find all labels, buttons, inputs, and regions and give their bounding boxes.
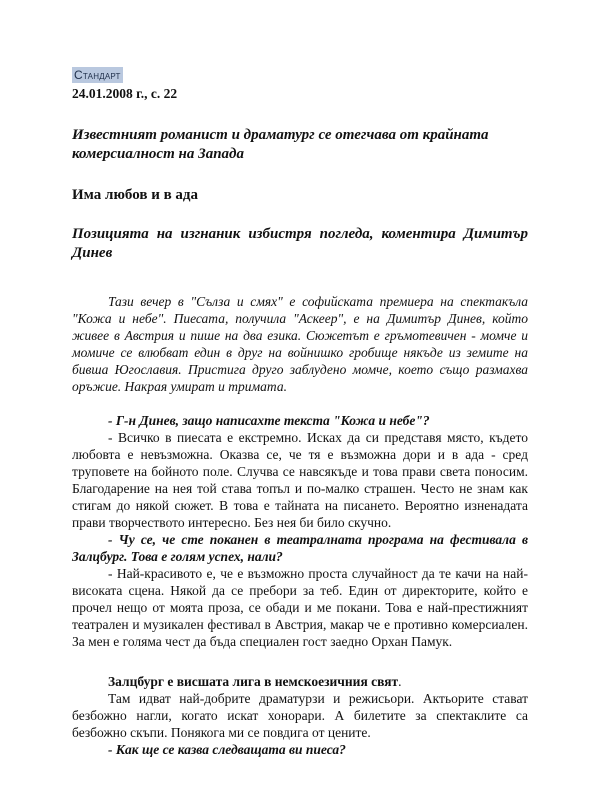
publication-date: 24.01.2008 г., с. 22 [72,86,178,101]
section-heading-paragraph [72,673,528,690]
section-heading: Залцбург е висшата лига в немскоезичния свят [108,674,399,689]
intro-paragraph: Тази вечер в "Сълза и смях" е софийската премиера на спектакъла "Кожа и небе". Пиесата, получила "Аскеер", е на Димитър Динев, който живее в Австрия и пише на два езика. Сюжетът е гръмотевичен - момче и момиче се влюбват един в друг на войнишко гробище някъде из земите на бивша Югославия. Пристига друго заблудено момче, което също размахва оръжие. Накрая умират и тримата. [72,294,528,394]
question-3: - Как ще се казва следващата ви пиеса? [108,742,346,757]
article-body [72,293,528,758]
question-1: - Г-н Динев, защо написахте текста "Кожа и небе"? [108,413,430,428]
article [72,66,528,758]
answer-2: - Най-красивото е, че е възможно проста случайност да те качи на най-високата сцена. Някой да се пребори за теб. Един от директорите, който е прочел нещо от моята проза, се обади и ме покани. Това е най-престижният театрален и музикален фестивал в Австрия, макар че е противно комерсиален. За мен е голяма чест да бъда специален гост заедно Орхан Памук. [72,566,528,649]
dek: Позицията на изгнаник избистря погледа, коментира Димитър Динев [72,226,528,261]
newspaper-source: Стандарт [74,68,121,82]
question-2: - Чу се, че сте поканен в театралната програма на фестивала в Залцбург. Това е голям успех, нали? [72,532,528,564]
subtitle: Има любов и в ада [72,187,199,203]
headline: Известният романист и драматург се отегчава от крайната комерсиалност на Запада [72,127,489,162]
section-heading-dot: . [398,674,402,689]
answer-1: - Всичко в пиесата е екстремно. Исках да си представя място, където любовта е невъзможна. Оказва се, че тя е възможна дори и в ада - сред труповете на бойното поле. Случва се навсякъде и това прави света поносим. Благодарение на нея той става топъл и по-малко страшен. Често не знам как стигам до някой сюжет. В това е тайната на писането. Вероятно изненадата прави творчеството интересно. Без нея би било скучно. [72,430,528,530]
answer-3: Там идват най-добрите драматурзи и режисьори. Актьорите стават безбожно нагли, когато искат хонорари. А билетите за спектаклите са безбожно скъпи. Понякога ми се повдига от цените. [72,691,528,740]
